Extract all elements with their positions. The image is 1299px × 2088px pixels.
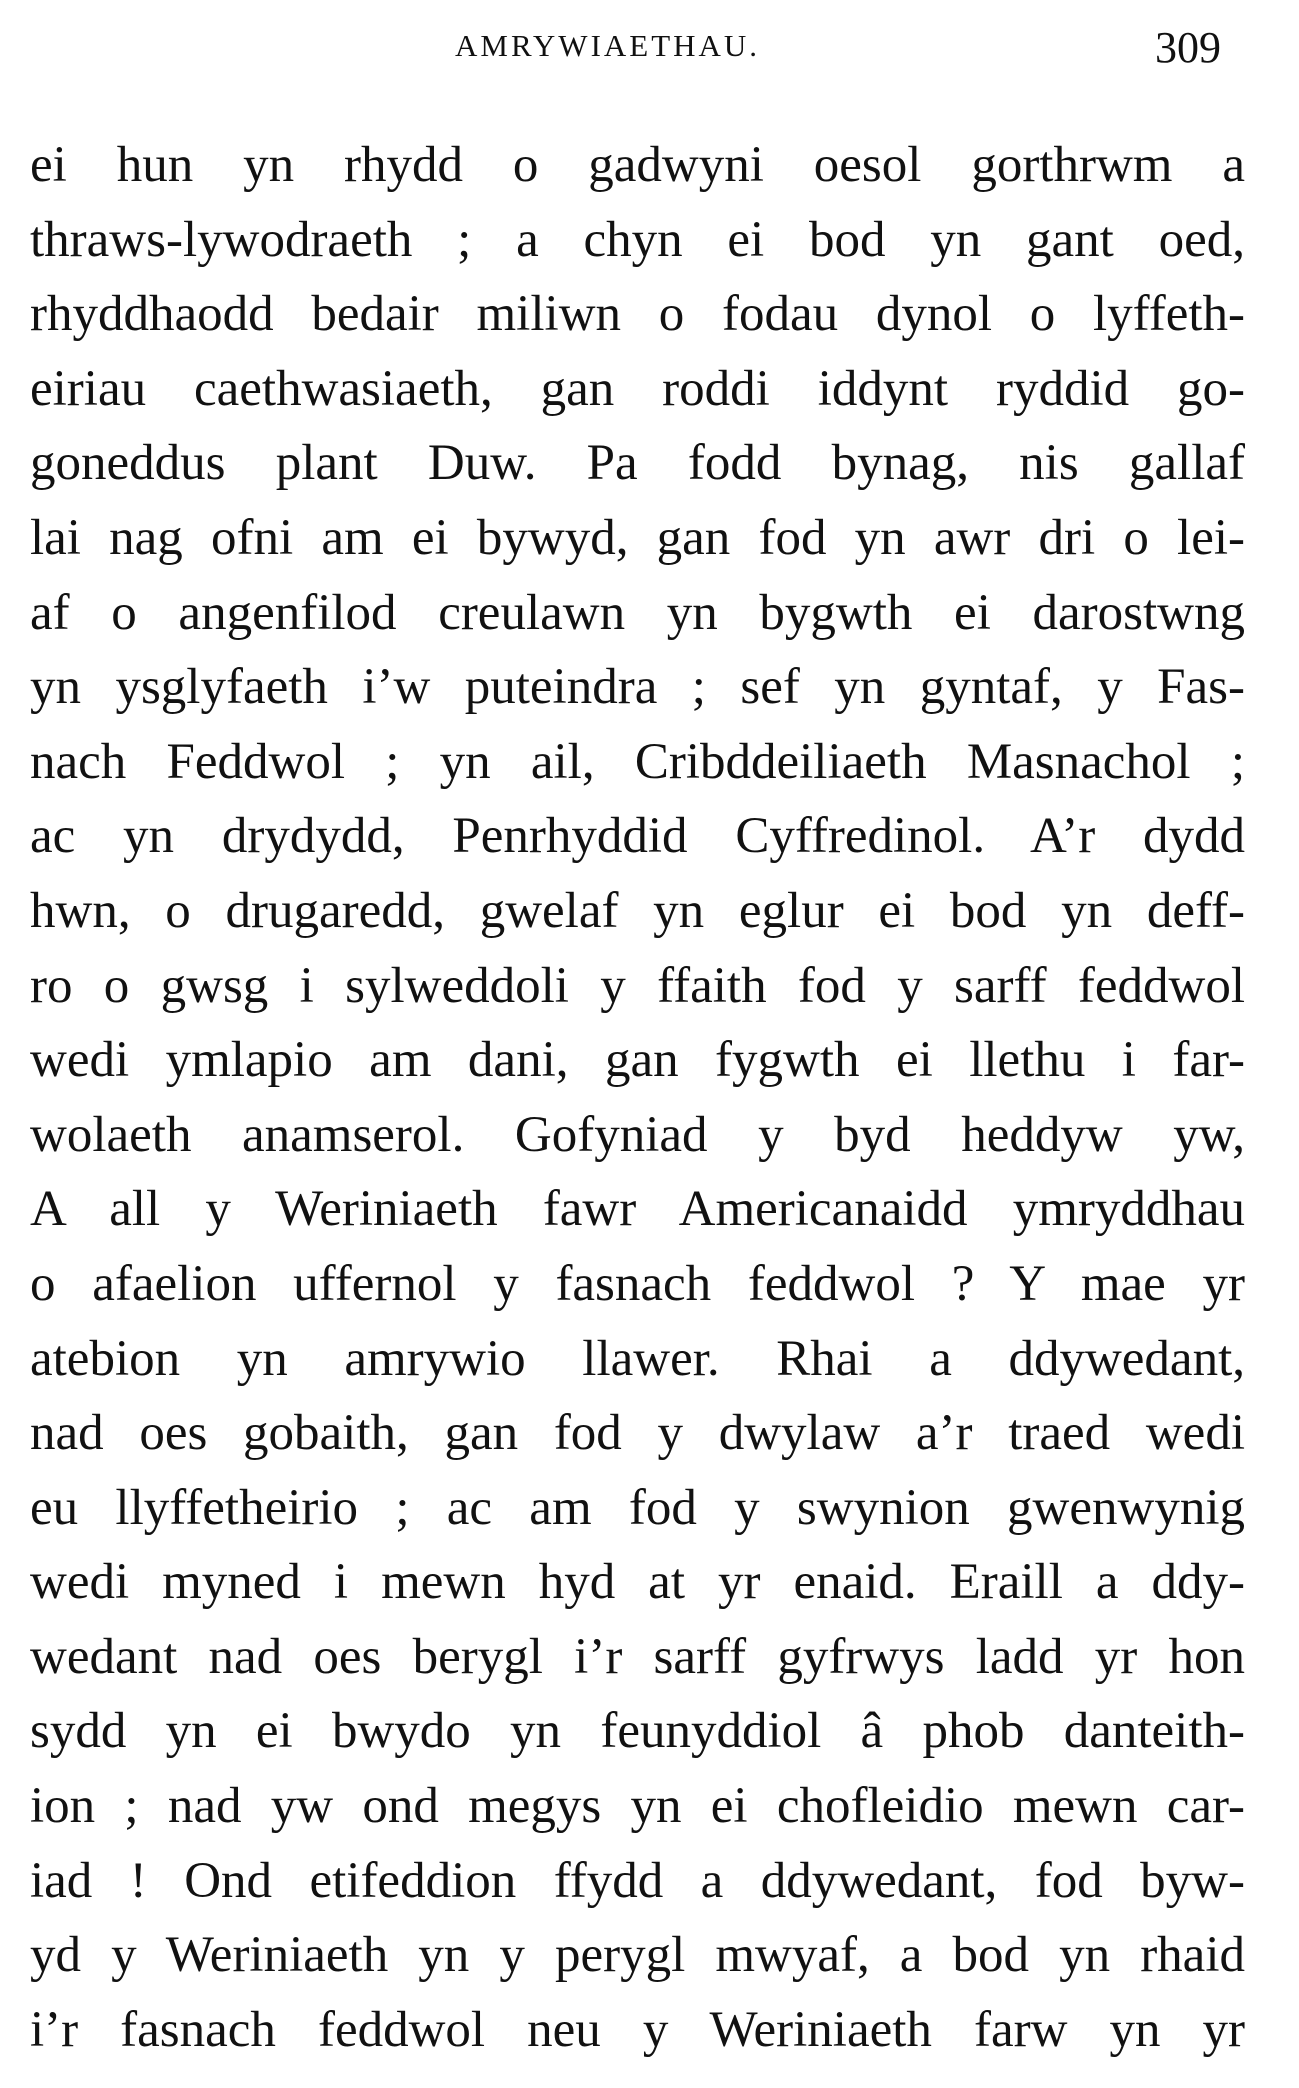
text-line: i’r fasnach feddwol neu y Weriniaeth farw yn yr bbox=[30, 2001, 1245, 2058]
text-line: o afaelion uffernol y fasnach feddwol ? Y mae yr bbox=[30, 1255, 1245, 1312]
text-line: wedant nad oes berygl i’r sarff gyfrwys ladd yr hon bbox=[30, 1628, 1245, 1685]
body-text bbox=[30, 128, 1245, 2067]
text-line: yd y Weriniaeth yn y perygl mwyaf, a bod yn rhaid bbox=[30, 1927, 1245, 1984]
text-line: eu llyffetheirio ; ac am fod y swynion gwenwynig bbox=[30, 1479, 1245, 1536]
text-line: wedi ymlapio am dani, gan fygwth ei llethu i far- bbox=[30, 1032, 1245, 1089]
text-line: yn ysglyfaeth i’w puteindra ; sef yn gyntaf, y Fas- bbox=[30, 659, 1245, 716]
text-line: lai nag ofni am ei bywyd, gan fod yn awr dri o lei- bbox=[30, 509, 1245, 566]
text-line: A all y Weriniaeth fawr Americanaidd ymryddhau bbox=[30, 1181, 1245, 1238]
text-line: goneddus plant Duw. Pa fodd bynag, nis gallaf bbox=[30, 435, 1245, 492]
text-line: ac yn drydydd, Penrhyddid Cyffredinol. A’r dydd bbox=[30, 808, 1245, 865]
text-line: thraws-lywodraeth ; a chyn ei bod yn gant oed, bbox=[30, 211, 1245, 268]
text-line: ion ; nad yw ond megys yn ei chofleidio mewn car- bbox=[30, 1778, 1245, 1835]
running-title: AMRYWIAETHAU. bbox=[455, 28, 761, 63]
page-number: 309 bbox=[1155, 23, 1221, 72]
text-line: wedi myned i mewn hyd at yr enaid. Eraill a ddy- bbox=[30, 1554, 1245, 1611]
text-line: wolaeth anamserol. Gofyniad y byd heddyw yw, bbox=[30, 1106, 1245, 1163]
text-line: af o angenfilod creulawn yn bygwth ei darostwng bbox=[30, 584, 1245, 641]
text-line: nach Feddwol ; yn ail, Cribddeiliaeth Masnachol ; bbox=[30, 733, 1245, 790]
text-line: nad oes gobaith, gan fod y dwylaw a’r traed wedi bbox=[30, 1405, 1245, 1462]
text-line: iad ! Ond etifeddion ffydd a ddywedant, fod byw- bbox=[30, 1852, 1245, 1909]
text-line: eiriau caethwasiaeth, gan roddi iddynt ryddid go- bbox=[30, 360, 1245, 417]
text-line: rhyddhaodd bedair miliwn o fodau dynol o lyffeth- bbox=[30, 286, 1245, 343]
text-line: atebion yn amrywio llawer. Rhai a ddywedant, bbox=[30, 1330, 1245, 1387]
text-line: sydd yn ei bwydo yn feunyddiol â phob danteith- bbox=[30, 1703, 1245, 1760]
text-line: ei hun yn rhydd o gadwyni oesol gorthrwm a bbox=[30, 137, 1245, 193]
text-line: ro o gwsg i sylweddoli y ffaith fod y sarff feddwol bbox=[30, 957, 1245, 1014]
text-line: hwn, o drugaredd, gwelaf yn eglur ei bod yn deff- bbox=[30, 882, 1245, 939]
